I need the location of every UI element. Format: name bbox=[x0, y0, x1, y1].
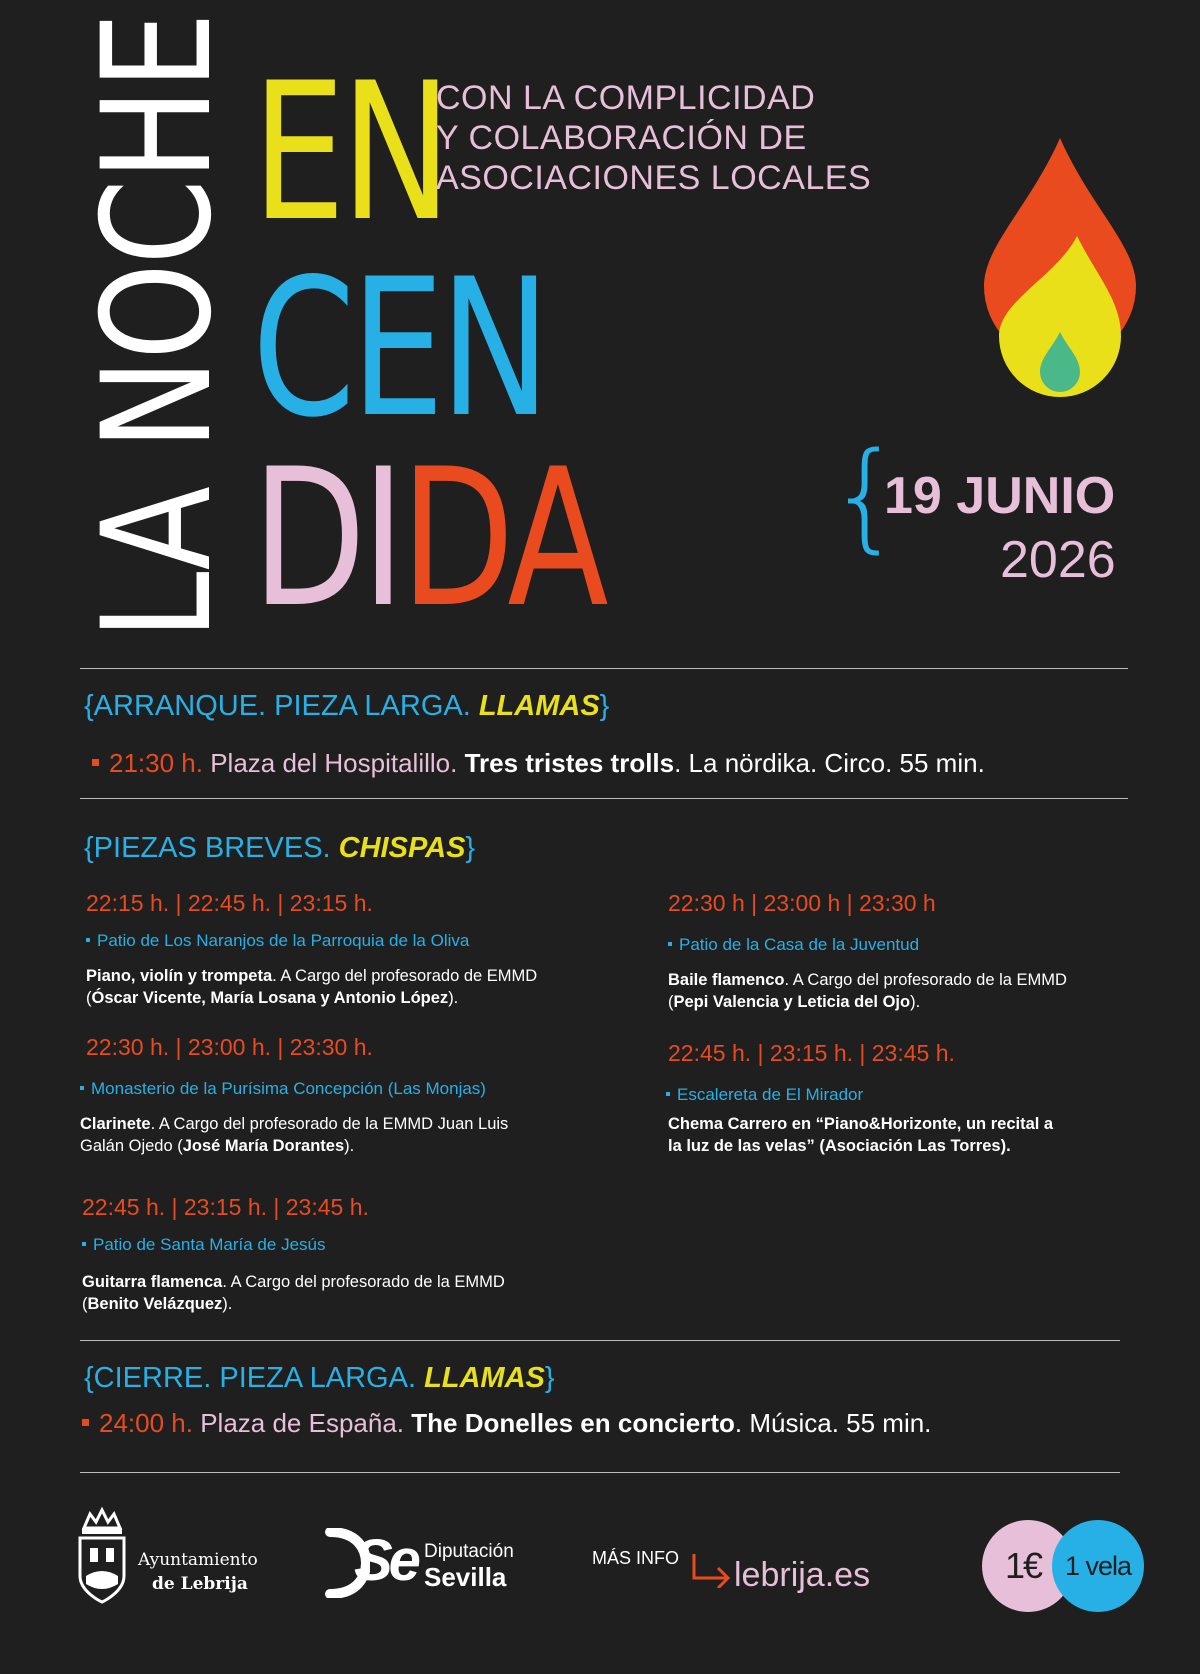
piece-description bbox=[86, 965, 537, 1009]
piece-instrument: Piano, violín y trompeta bbox=[86, 967, 273, 985]
piece-times: 22:30 h. | 23:00 h. | 23:30 h. bbox=[86, 1034, 373, 1060]
piece-venue bbox=[666, 1085, 1053, 1105]
title-line-en: EN bbox=[252, 42, 448, 263]
date-brace: { bbox=[828, 426, 904, 564]
piece-desc-post: ). bbox=[910, 993, 921, 1011]
section-heading-emphasis: CHISPAS bbox=[338, 832, 466, 864]
subtitle-line-1: CON LA COMPLICIDAD bbox=[436, 79, 816, 117]
title-line-da: DA bbox=[400, 428, 605, 649]
piece-venue-text: Patio de Los Naranjos de la Parroquia de la Oliva bbox=[97, 931, 470, 950]
piece-desc-post: ). bbox=[344, 1137, 355, 1155]
title-line-cen: CEN bbox=[252, 238, 546, 459]
piece-desc-pre: Galán Ojedo ( bbox=[80, 1137, 183, 1155]
event-time: 21:30 h. bbox=[109, 748, 203, 778]
piece-5 bbox=[668, 1040, 1053, 1157]
section-heading-close: } bbox=[465, 832, 476, 864]
piece-performers: Benito Velázquez bbox=[87, 1295, 223, 1313]
section-heading-breves bbox=[84, 832, 475, 865]
piece-description bbox=[668, 1113, 1053, 1157]
title-line-dida bbox=[252, 428, 605, 649]
bullet-dot bbox=[666, 1092, 670, 1096]
piece-description bbox=[80, 1113, 508, 1157]
piece-description bbox=[668, 969, 1067, 1013]
event-detail: . La nördika. Circo. 55 min. bbox=[674, 748, 985, 778]
bullet-square bbox=[92, 759, 99, 766]
piece-venue bbox=[82, 1235, 505, 1255]
event-detail: . Música. 55 min. bbox=[734, 1408, 932, 1438]
diputacion-line-1: Diputación bbox=[424, 1541, 514, 1562]
section-heading-arranque bbox=[84, 690, 609, 723]
price-badge-text: 1€ bbox=[1004, 1545, 1042, 1586]
piece-desc-text: . A Cargo del profesorado de la EMMD bbox=[784, 971, 1067, 989]
section-heading-emphasis: LLAMAS bbox=[478, 690, 600, 722]
piece-venue bbox=[86, 931, 537, 951]
piece-venue-text: Patio de Santa María de Jesús bbox=[93, 1235, 326, 1254]
piece-instrument: Guitarra flamenca bbox=[82, 1273, 223, 1291]
event-year: 2026 bbox=[1000, 531, 1116, 589]
piece-desc-line-1: Chema Carrero en “Piano&Horizonte, un recital a bbox=[668, 1115, 1054, 1133]
section-heading-close: } bbox=[599, 690, 610, 722]
candle-badge bbox=[1052, 1520, 1144, 1612]
subtitle bbox=[436, 78, 871, 198]
ayuntamiento-line-1: Ayuntamiento bbox=[138, 1550, 258, 1570]
arranque-event bbox=[92, 748, 985, 779]
event-place: Plaza del Hospitalillo. bbox=[202, 748, 458, 778]
section-heading-text: {PIEZAS BREVES. bbox=[84, 832, 339, 864]
vertical-title-text: LA NOCHE bbox=[71, 13, 245, 640]
piece-performers: Óscar Vicente, María Losana y Antonio López bbox=[91, 989, 449, 1007]
piece-desc-text: . A Cargo del profesorado de EMMD bbox=[272, 967, 538, 985]
candle-badge-text: 1 vela bbox=[1064, 1550, 1132, 1581]
event-time: 24:00 h. bbox=[99, 1408, 193, 1438]
ayuntamiento-logo-text bbox=[138, 1548, 258, 1596]
bullet-square bbox=[82, 1419, 89, 1426]
piece-venue-text: Monasterio de la Purísima Concepción (Las Monjas) bbox=[91, 1079, 486, 1098]
vertical-title bbox=[71, 13, 245, 640]
event-date: 19 JUNIO bbox=[884, 467, 1116, 525]
flame-icon bbox=[980, 136, 1140, 416]
bullet-dot bbox=[80, 1086, 84, 1090]
piece-desc-pre: ( bbox=[86, 989, 92, 1007]
piece-venue-text: Patio de la Casa de la Juventud bbox=[679, 935, 920, 954]
piece-venue bbox=[668, 935, 1067, 955]
event-show: Tres tristes trolls bbox=[457, 748, 675, 778]
piece-desc-pre: ( bbox=[668, 993, 674, 1011]
piece-performers: José María Dorantes bbox=[182, 1137, 345, 1155]
piece-desc-post: ). bbox=[448, 989, 459, 1007]
section-heading-cierre bbox=[84, 1362, 555, 1395]
piece-1 bbox=[86, 890, 537, 1009]
piece-desc-text: . A Cargo del profesorado de la EMMD Juan Luis bbox=[150, 1115, 509, 1133]
cierre-event bbox=[82, 1408, 931, 1439]
diputacion-line-2: Sevilla bbox=[424, 1562, 507, 1592]
bullet-dot bbox=[86, 938, 90, 942]
piece-desc-pre: ( bbox=[82, 1295, 88, 1313]
piece-description bbox=[82, 1271, 505, 1315]
ayuntamiento-line-2: de Lebrija bbox=[152, 1574, 248, 1594]
piece-3 bbox=[82, 1194, 505, 1315]
piece-times: 22:45 h. | 23:15 h. | 23:45 h. bbox=[82, 1194, 369, 1220]
piece-desc-post: ). bbox=[222, 1295, 233, 1313]
arrow-right-icon bbox=[690, 1552, 734, 1588]
more-info-label: MÁS INFO bbox=[592, 1548, 680, 1568]
section-heading-text: {CIERRE. PIEZA LARGA. bbox=[84, 1362, 425, 1394]
piece-times: 22:15 h. | 22:45 h. | 23:15 h. bbox=[86, 890, 373, 916]
piece-4 bbox=[668, 890, 1067, 1013]
piece-times: 22:45 h. | 23:15 h. | 23:45 h. bbox=[668, 1040, 955, 1066]
event-show: The Donelles en concierto bbox=[404, 1408, 735, 1438]
piece-2 bbox=[80, 1034, 509, 1157]
bullet-dot bbox=[82, 1242, 86, 1246]
piece-desc-text: . A Cargo del profesorado de la EMMD bbox=[222, 1273, 505, 1291]
section-heading-emphasis: LLAMAS bbox=[424, 1362, 545, 1394]
piece-venue bbox=[80, 1079, 508, 1099]
piece-performers: Pepi Valencia y Leticia del Ojo bbox=[673, 993, 911, 1011]
title-line-di: DI bbox=[252, 428, 401, 649]
diputacion-mark-text: Se bbox=[354, 1528, 417, 1593]
piece-desc-line-2: la luz de las velas” (Asociación Las Torres). bbox=[668, 1137, 1011, 1155]
piece-instrument: Clarinete bbox=[80, 1115, 151, 1133]
piece-times: 22:30 h | 23:00 h | 23:30 h bbox=[668, 890, 936, 916]
subtitle-line-2: Y COLABORACIÓN DE bbox=[436, 119, 807, 157]
diputacion-logo-text bbox=[424, 1542, 514, 1592]
piece-instrument: Baile flamenco bbox=[668, 971, 785, 989]
section-heading-close: } bbox=[544, 1362, 555, 1394]
divider bbox=[80, 1472, 1120, 1473]
crown-shield-icon bbox=[76, 1506, 128, 1606]
bullet-dot bbox=[668, 942, 672, 946]
subtitle-line-3: ASOCIACIONES LOCALES bbox=[436, 159, 872, 197]
section-heading-text: {ARRANQUE. PIEZA LARGA. bbox=[84, 690, 479, 722]
info-link[interactable]: lebrija.es bbox=[734, 1556, 871, 1594]
event-place: Plaza de España. bbox=[192, 1408, 405, 1438]
divider bbox=[80, 798, 1128, 799]
piece-venue-text: Escalereta de El Mirador bbox=[677, 1085, 864, 1104]
divider bbox=[80, 1340, 1120, 1341]
divider bbox=[80, 668, 1128, 669]
